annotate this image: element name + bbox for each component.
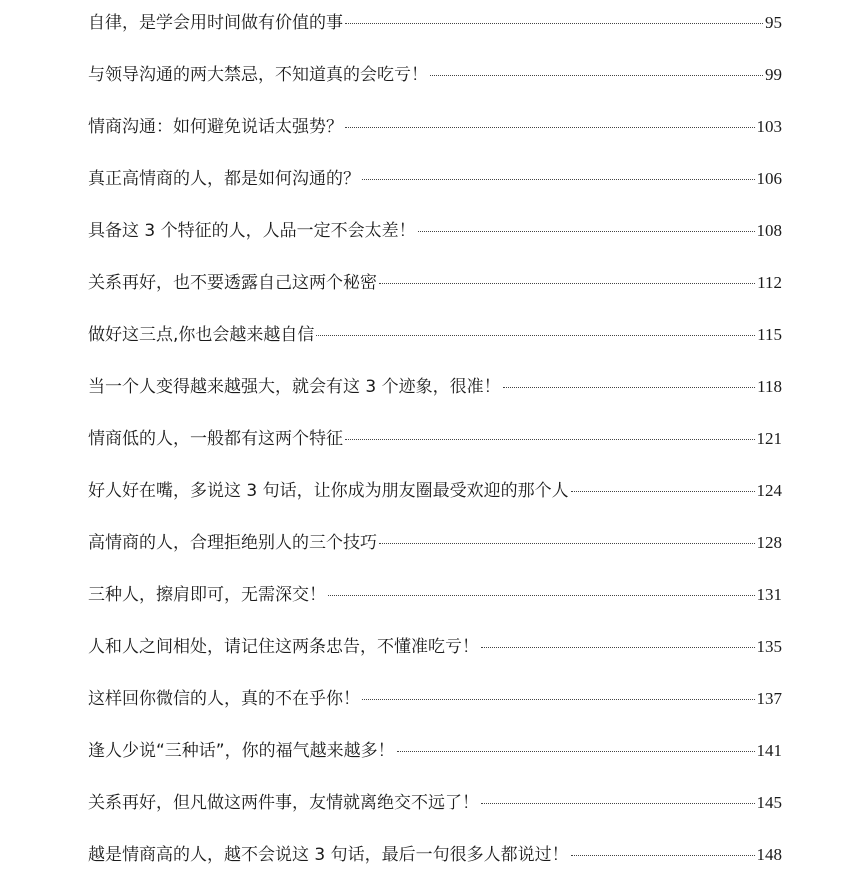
toc-dot-leader xyxy=(503,387,756,388)
toc-entry-title[interactable]: 越是情商高的人，越不会说这 3 句话，最后一句很多人都说过！ xyxy=(88,845,569,865)
toc-entry-title[interactable]: 与领导沟通的两大禁忌，不知道真的会吃亏！ xyxy=(88,65,428,85)
toc-entry-title[interactable]: 当一个人变得越来越强大，就会有这 3 个迹象，很准！ xyxy=(88,377,501,397)
toc-entry[interactable] xyxy=(88,208,782,260)
toc-dot-leader xyxy=(345,23,763,24)
toc-page-number[interactable]: 131 xyxy=(756,585,782,604)
toc-dot-leader xyxy=(430,75,763,76)
toc-page-number[interactable]: 115 xyxy=(757,325,782,344)
toc-page-number[interactable]: 121 xyxy=(756,429,782,448)
toc-entry[interactable] xyxy=(88,780,782,832)
toc-dot-leader xyxy=(379,283,755,284)
toc-entry-title[interactable]: 情商沟通：如何避免说话太强势？ xyxy=(88,117,343,137)
toc-dot-leader xyxy=(379,543,755,544)
toc-dot-leader xyxy=(345,439,755,440)
toc-page-number[interactable]: 135 xyxy=(756,637,782,656)
toc-page-number[interactable]: 108 xyxy=(756,221,782,240)
toc-dot-leader xyxy=(328,595,755,596)
toc-dot-leader xyxy=(481,647,755,648)
toc-page-number[interactable]: 106 xyxy=(756,169,782,188)
table-of-contents xyxy=(88,0,782,884)
toc-entry[interactable] xyxy=(88,156,782,208)
toc-dot-leader xyxy=(418,231,755,232)
toc-dot-leader xyxy=(316,335,755,336)
toc-entry-title[interactable]: 真正高情商的人，都是如何沟通的？ xyxy=(88,169,360,189)
toc-dot-leader xyxy=(481,803,755,804)
toc-entry[interactable] xyxy=(88,624,782,676)
toc-entry[interactable] xyxy=(88,572,782,624)
toc-entry-title[interactable]: 高情商的人，合理拒绝别人的三个技巧 xyxy=(88,533,377,553)
toc-dot-leader xyxy=(397,751,755,752)
toc-entry-title[interactable]: 三种人，擦肩即可，无需深交！ xyxy=(88,585,326,605)
toc-page-number[interactable]: 118 xyxy=(757,377,782,396)
toc-page-number[interactable]: 124 xyxy=(756,481,782,500)
toc-page-number[interactable]: 112 xyxy=(757,273,782,292)
toc-entry[interactable] xyxy=(88,728,782,780)
toc-dot-leader xyxy=(345,127,755,128)
toc-dot-leader xyxy=(362,699,755,700)
toc-entry-title[interactable]: 具备这 3 个特征的人，人品一定不会太差！ xyxy=(88,221,416,241)
toc-entry[interactable] xyxy=(88,468,782,520)
toc-entry-title[interactable]: 情商低的人，一般都有这两个特征 xyxy=(88,429,343,449)
toc-entry[interactable] xyxy=(88,260,782,312)
toc-entry[interactable] xyxy=(88,104,782,156)
toc-page-number[interactable]: 145 xyxy=(756,793,782,812)
toc-entry[interactable] xyxy=(88,416,782,468)
toc-entry[interactable] xyxy=(88,676,782,728)
toc-entry-title[interactable]: 逢人少说“三种话”，你的福气越来越多！ xyxy=(88,741,395,761)
toc-dot-leader xyxy=(571,491,755,492)
toc-entry[interactable] xyxy=(88,312,782,364)
toc-entry[interactable] xyxy=(88,520,782,572)
toc-entry-title[interactable]: 做好这三点,你也会越来越自信 xyxy=(88,325,315,345)
toc-entry-title[interactable]: 这样回你微信的人，真的不在乎你！ xyxy=(88,689,360,709)
toc-entry-title[interactable]: 关系再好，但凡做这两件事，友情就离绝交不远了！ xyxy=(88,793,479,813)
toc-page-number[interactable]: 95 xyxy=(765,13,782,32)
toc-entry-title[interactable]: 关系再好，也不要透露自己这两个秘密 xyxy=(88,273,377,293)
toc-entry[interactable] xyxy=(88,0,782,52)
toc-entry[interactable] xyxy=(88,832,782,884)
toc-entry[interactable] xyxy=(88,52,782,104)
toc-page-number[interactable]: 103 xyxy=(756,117,782,136)
toc-page-number[interactable]: 137 xyxy=(756,689,782,708)
toc-dot-leader xyxy=(571,855,755,856)
toc-dot-leader xyxy=(362,179,755,180)
toc-entry-title[interactable]: 自律，是学会用时间做有价值的事 xyxy=(88,13,343,33)
toc-page-number[interactable]: 99 xyxy=(765,65,782,84)
toc-page-number[interactable]: 141 xyxy=(756,741,782,760)
toc-entry-title[interactable]: 人和人之间相处，请记住这两条忠告，不懂准吃亏！ xyxy=(88,637,479,657)
toc-page-number[interactable]: 128 xyxy=(756,533,782,552)
toc-page-number[interactable]: 148 xyxy=(756,845,782,864)
toc-entry[interactable] xyxy=(88,364,782,416)
toc-entry-title[interactable]: 好人好在嘴，多说这 3 句话，让你成为朋友圈最受欢迎的那个人 xyxy=(88,481,569,501)
